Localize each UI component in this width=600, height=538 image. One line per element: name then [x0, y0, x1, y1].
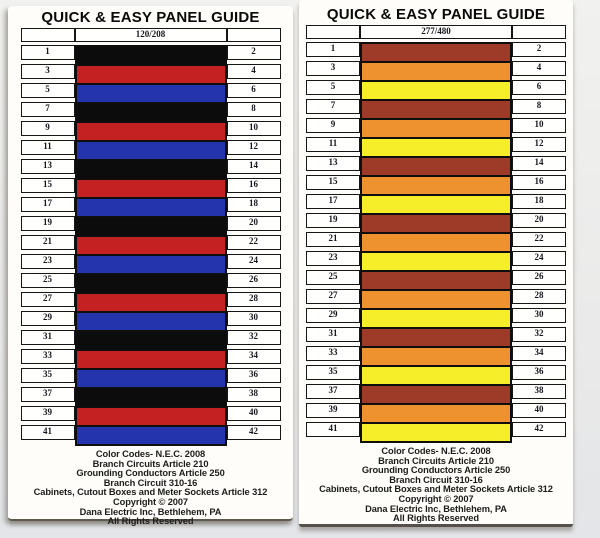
even-circuit-number: 34: [512, 346, 566, 361]
odd-circuit-number: 27: [21, 292, 75, 307]
phase-color-bar: [362, 272, 510, 291]
odd-circuit-number: 35: [21, 368, 75, 383]
phase-color-bar: [362, 367, 510, 386]
odd-circuit-number: 21: [21, 235, 75, 250]
footer-rights: All Rights Reserved: [393, 513, 479, 524]
odd-circuit-number: 39: [306, 403, 360, 418]
odd-circuit-number: 29: [21, 311, 75, 326]
footer-cabinets: Cabinets, Cutout Boxes and Meter Sockets Article 312: [33, 487, 268, 498]
odd-circuit-number: 41: [306, 422, 360, 437]
phase-color-bar: [77, 427, 225, 444]
odd-circuit-number: 15: [306, 175, 360, 190]
phase-color-bar: [362, 310, 510, 329]
phase-color-bar: [362, 139, 510, 158]
even-circuit-number: 4: [512, 61, 566, 76]
even-circuit-number: 42: [227, 425, 281, 440]
phase-color-bar: [362, 329, 510, 348]
voltage-label: 120/208: [75, 28, 227, 42]
header-empty-cell: [306, 25, 360, 39]
odd-circuit-number: 19: [21, 216, 75, 231]
footer-grounding: Grounding Conductors Article 250: [76, 468, 225, 479]
phase-color-bar: [77, 237, 225, 256]
odd-circuit-number: 37: [21, 387, 75, 402]
odd-circuit-number: 9: [21, 121, 75, 136]
footer-copyright: Copyright © 2007: [398, 493, 474, 504]
odd-circuit-number: 25: [306, 270, 360, 285]
phase-color-bar: [77, 47, 225, 66]
even-circuit-number: 20: [512, 213, 566, 228]
odd-circuit-number: 11: [21, 140, 75, 155]
footer-copyright: Copyright © 2007: [113, 496, 188, 507]
phase-color-bar: [362, 215, 510, 234]
odd-circuit-number: 9: [306, 118, 360, 133]
even-circuit-number: 30: [227, 311, 281, 326]
odd-circuit-number: 41: [21, 425, 75, 440]
even-circuit-number: 28: [227, 292, 281, 307]
odd-circuit-number: 23: [21, 254, 75, 269]
phase-color-bar: [77, 256, 225, 275]
even-circuit-cells: [512, 42, 566, 441]
phase-color-bar: [77, 218, 225, 237]
phase-color-bar: [362, 177, 510, 196]
phase-color-bar: [77, 66, 225, 85]
even-circuit-number: 12: [512, 137, 566, 152]
even-circuit-number: 8: [512, 99, 566, 114]
even-circuit-number: 14: [227, 159, 281, 174]
phase-color-bar: [77, 199, 225, 218]
phase-color-bar: [362, 424, 510, 441]
phase-color-bar: [77, 275, 225, 294]
even-circuit-number: 22: [512, 232, 566, 247]
odd-circuit-number: 1: [21, 45, 75, 60]
phase-color-bar: [77, 370, 225, 389]
even-circuit-number: 40: [227, 406, 281, 421]
even-circuit-number: 14: [512, 156, 566, 171]
phase-color-bar: [362, 348, 510, 367]
odd-circuit-number: 39: [21, 406, 75, 421]
even-circuit-number: 32: [512, 327, 566, 342]
odd-circuit-cells: [306, 42, 360, 441]
phase-color-bar: [77, 123, 225, 142]
footer-cabinets: Cabinets, Cutout Boxes and Meter Sockets Article 312: [319, 484, 553, 495]
phase-color-bar: [362, 158, 510, 177]
even-circuit-number: 38: [512, 384, 566, 399]
even-circuit-number: 6: [227, 83, 281, 98]
phase-color-bar: [362, 82, 510, 101]
odd-circuit-column: [21, 28, 75, 446]
even-circuit-number: 26: [512, 270, 566, 285]
card-title: QUICK & EASY PANEL GUIDE: [326, 6, 546, 23]
odd-circuit-number: 35: [306, 365, 360, 380]
even-circuit-number: 2: [227, 45, 281, 60]
phase-color-bar: [362, 253, 510, 272]
odd-circuit-number: 3: [306, 61, 360, 76]
even-circuit-number: 38: [227, 387, 281, 402]
phase-color-bar: [77, 142, 225, 161]
phase-color-bar: [362, 291, 510, 310]
odd-circuit-column: [306, 25, 360, 443]
odd-circuit-number: 17: [21, 197, 75, 212]
phase-color-bar: [362, 405, 510, 424]
footer-color-codes: Color Codes- N.E.C. 2008: [381, 446, 491, 456]
odd-circuit-number: 33: [21, 349, 75, 364]
odd-circuit-number: 23: [306, 251, 360, 266]
phase-color-column: [75, 28, 227, 446]
odd-circuit-number: 13: [306, 156, 360, 171]
footer-grounding: Grounding Conductors Article 250: [361, 465, 511, 476]
phase-color-bar: [362, 120, 510, 139]
even-circuit-column: [227, 28, 281, 446]
odd-circuit-number: 19: [306, 213, 360, 228]
voltage-label: 277/480: [360, 25, 512, 39]
phase-color-column: [360, 25, 512, 443]
odd-circuit-number: 17: [306, 194, 360, 209]
even-circuit-number: 2: [512, 42, 566, 57]
phase-color-bar: [362, 63, 510, 82]
even-circuit-number: 16: [227, 178, 281, 193]
odd-circuit-number: 31: [306, 327, 360, 342]
card-title: QUICK & EASY PANEL GUIDE: [41, 9, 260, 26]
footer-color-codes: Color Codes- N.E.C. 2008: [95, 449, 206, 459]
even-circuit-number: 18: [512, 194, 566, 209]
odd-circuit-number: 21: [306, 232, 360, 247]
footer-branch-circuits: Branch Circuits Article 210: [378, 455, 494, 466]
phase-color-bar: [77, 85, 225, 104]
odd-circuit-number: 5: [21, 83, 75, 98]
phase-color-bar: [77, 408, 225, 427]
even-circuit-number: 8: [227, 102, 281, 117]
even-circuit-number: 28: [512, 289, 566, 304]
panel-guide-card-277-480: [299, 0, 573, 527]
phase-color-bar: [77, 313, 225, 332]
footer-notes: [299, 447, 573, 524]
phase-color-bar: [77, 389, 225, 408]
odd-circuit-number: 25: [21, 273, 75, 288]
even-circuit-number: 22: [227, 235, 281, 250]
even-circuit-cells: [227, 45, 281, 444]
odd-circuit-number: 33: [306, 346, 360, 361]
even-circuit-number: 6: [512, 80, 566, 95]
even-circuit-column: [512, 25, 566, 443]
odd-circuit-number: 5: [306, 80, 360, 95]
odd-circuit-number: 15: [21, 178, 75, 193]
even-circuit-number: 18: [227, 197, 281, 212]
footer-branch-circuit: Branch Circuit 310-16: [389, 474, 483, 485]
phase-color-bar: [77, 180, 225, 199]
phase-color-bar: [77, 104, 225, 123]
even-circuit-number: 24: [512, 251, 566, 266]
even-circuit-number: 34: [227, 349, 281, 364]
phase-color-bar: [77, 294, 225, 313]
odd-circuit-number: 3: [21, 64, 75, 79]
footer-company: Dana Electric Inc, Bethlehem, PA: [79, 506, 222, 517]
phase-color-strip: [360, 42, 512, 443]
odd-circuit-number: 7: [21, 102, 75, 117]
odd-circuit-number: 27: [306, 289, 360, 304]
phase-color-strip: [75, 45, 227, 446]
odd-circuit-number: 13: [21, 159, 75, 174]
phase-color-bar: [362, 234, 510, 253]
even-circuit-number: 30: [512, 308, 566, 323]
header-empty-cell: [21, 28, 75, 42]
odd-circuit-number: 37: [306, 384, 360, 399]
even-circuit-number: 20: [227, 216, 281, 231]
even-circuit-number: 10: [227, 121, 281, 136]
even-circuit-number: 10: [512, 118, 566, 133]
panel-guide-card-120-208: [8, 6, 293, 527]
header-empty-cell: [227, 28, 281, 42]
phase-color-bar: [77, 351, 225, 370]
phase-color-bar: [362, 386, 510, 405]
phase-color-bar: [362, 196, 510, 215]
even-circuit-number: 42: [512, 422, 566, 437]
even-circuit-number: 40: [512, 403, 566, 418]
phase-color-bar: [362, 44, 510, 63]
footer-branch-circuits: Branch Circuits Article 210: [92, 458, 209, 469]
odd-circuit-number: 31: [21, 330, 75, 345]
odd-circuit-cells: [21, 45, 75, 444]
even-circuit-number: 32: [227, 330, 281, 345]
even-circuit-number: 36: [512, 365, 566, 380]
footer-rights: All Rights Reserved: [107, 516, 194, 527]
footer-company: Dana Electric Inc, Bethlehem, PA: [365, 503, 507, 514]
panel-table: [299, 25, 573, 443]
odd-circuit-number: 29: [306, 308, 360, 323]
even-circuit-number: 12: [227, 140, 281, 155]
footer-branch-circuit: Branch Circuit 310-16: [103, 477, 198, 488]
even-circuit-number: 24: [227, 254, 281, 269]
even-circuit-number: 36: [227, 368, 281, 383]
header-empty-cell: [512, 25, 566, 39]
odd-circuit-number: 1: [306, 42, 360, 57]
even-circuit-number: 4: [227, 64, 281, 79]
odd-circuit-number: 7: [306, 99, 360, 114]
panel-table: [8, 28, 293, 446]
even-circuit-number: 26: [227, 273, 281, 288]
phase-color-bar: [77, 332, 225, 351]
phase-color-bar: [77, 161, 225, 180]
phase-color-bar: [362, 101, 510, 120]
odd-circuit-number: 11: [306, 137, 360, 152]
footer-notes: [8, 450, 293, 527]
even-circuit-number: 16: [512, 175, 566, 190]
